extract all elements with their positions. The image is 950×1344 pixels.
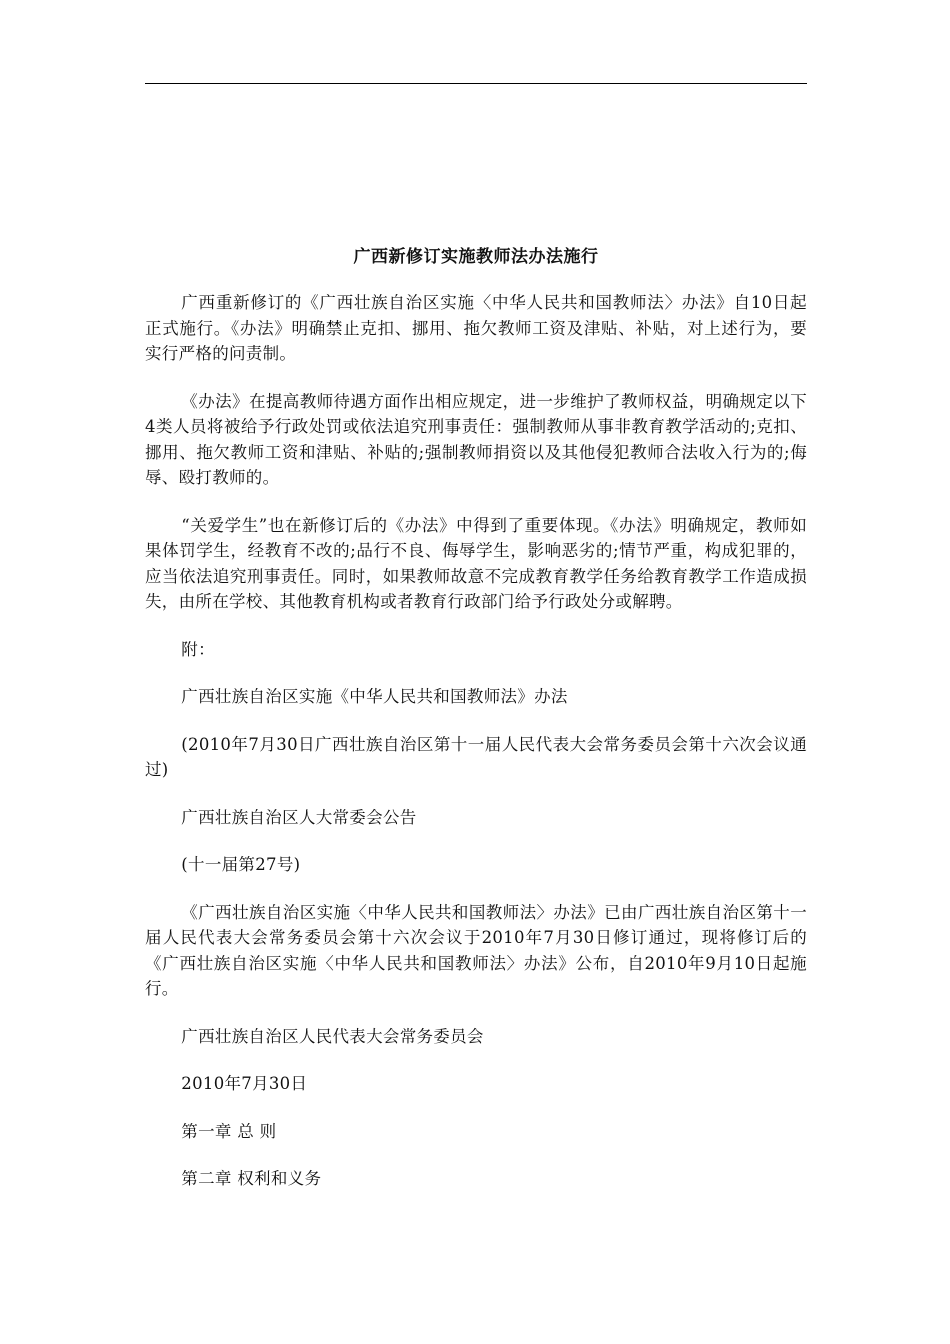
paragraph: 广西壮族自治区人民代表大会常务委员会: [181, 1026, 484, 1046]
paragraph: 《办法》在提高教师待遇方面作出相应规定，进一步维护了教师权益，明确规定以下4类人员将被给予行政处罚或依法追究刑事责任：强制教师从事非教育教学活动的;克扣、挪用、拖欠教师工资和津贴、补贴的;强制教师捐资以及其他侵犯教师合法收入行为的;侮辱、殴打教师的。: [145, 391, 807, 487]
document-body: [145, 244, 807, 1214]
paragraph: (十一届第27号): [181, 855, 301, 874]
paragraph: 2010年7月30日: [181, 1074, 308, 1093]
paragraph: 广西壮族自治区人大常委会公告: [181, 807, 417, 827]
header-rule: [145, 83, 807, 84]
paragraph: 第一章 总 则: [181, 1121, 277, 1141]
paragraph: (2010年7月30日广西壮族自治区第十一届人民代表大会常务委员会第十六次会议通过): [145, 734, 807, 779]
document-title: 广西新修订实施教师法办法施行: [353, 247, 599, 267]
paragraph: “关爱学生”也在新修订后的《办法》中得到了重要体现。《办法》明确规定，教师如果体罚学生，经教育不改的;品行不良、侮辱学生，影响恶劣的;情节严重，构成犯罪的，应当依法追究刑事责任。同时，如果教师故意不完成教育教学任务给教育教学工作造成损失，由所在学校、其他教育机构或者教育行政部门给予行政处分或解聘。: [145, 515, 807, 611]
paragraph: 《广西壮族自治区实施〈中华人民共和国教师法〉办法》已由广西壮族自治区第十一届人民代表大会常务委员会第十六次会议于2010年7月30日修订通过，现将修订后的《广西壮族自治区实施〈中华人民共和国教师法〉办法》公布，自2010年9月10日起施行。: [145, 902, 807, 998]
paragraph: 附：: [181, 639, 215, 659]
paragraph: 广西壮族自治区实施《中华人民共和国教师法》办法: [181, 687, 568, 706]
paragraph: 广西重新修订的《广西壮族自治区实施〈中华人民共和国教师法〉办法》自10日起正式施行。《办法》明确禁止克扣、挪用、拖欠教师工资及津贴、补贴，对上述行为，要实行严格的问责制。: [145, 293, 807, 363]
paragraph: 第二章 权利和义务: [181, 1169, 322, 1188]
